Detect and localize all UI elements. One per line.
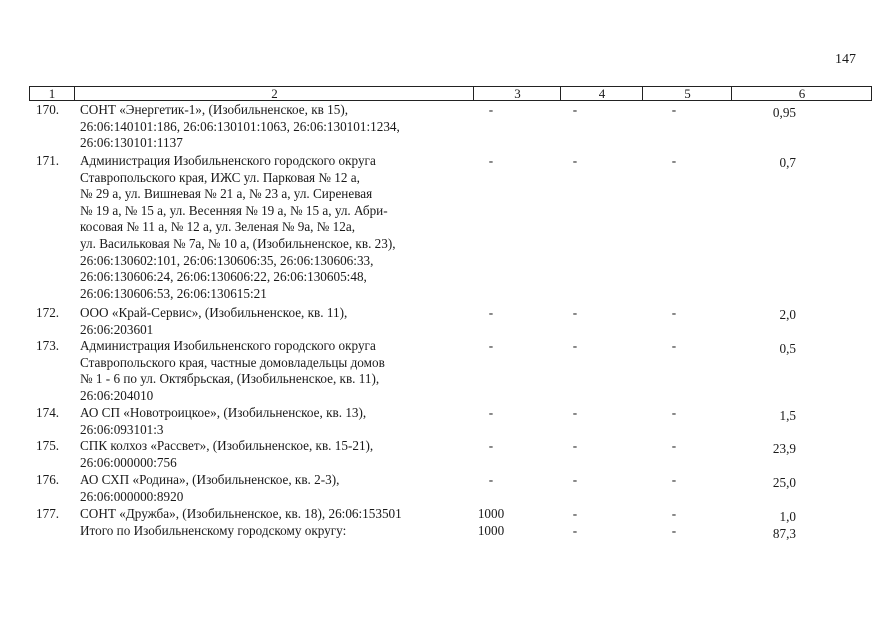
table-header xyxy=(29,86,872,101)
row-number: 173. xyxy=(36,338,60,353)
col-5-value: - xyxy=(671,153,677,168)
col-6-value: 1,5 xyxy=(779,408,796,423)
row-text-line: 26:06:140101:186, 26:06:130101:1063, 26:06:130101:1234, xyxy=(80,118,400,134)
col-3-value: - xyxy=(488,472,494,487)
row-text-line: Итого по Изобильненскому городскому округу: xyxy=(80,523,347,538)
row-text-line: 26:06:204010 xyxy=(80,387,154,403)
col-5-value: - xyxy=(671,102,677,117)
row-text-line: № 19 а, № 15 а, ул. Весенняя № 19 а, № 15 а, ул. Абри- xyxy=(80,202,388,218)
row-text-line: Ставропольского края, ИЖС ул. Парковая № 12 а, xyxy=(80,169,360,185)
row-description xyxy=(80,102,480,152)
col-5-value: - xyxy=(671,438,677,453)
row-description xyxy=(80,438,480,471)
row-text-line: 26:06:130602:101, 26:06:130606:35, 26:06:130606:33, xyxy=(80,252,374,268)
header-col-6: 6 xyxy=(731,87,872,100)
col-3-value: - xyxy=(488,102,494,117)
col-6-value: 0,7 xyxy=(779,155,796,170)
page-number: 147 xyxy=(835,52,856,67)
col-6-value: 2,0 xyxy=(779,307,796,322)
header-col-1: 1 xyxy=(48,86,56,101)
row-text-line: 26:06:000000:756 xyxy=(80,454,177,470)
row-number: 175. xyxy=(36,438,60,453)
col-6-value: 87,3 xyxy=(772,526,796,541)
header-col-3: 3 xyxy=(473,87,561,100)
row-number: 177. xyxy=(36,506,60,521)
row-text-line: АО СП «Новотроицкое», (Изобильненское, кв. 13), xyxy=(80,405,367,420)
col-5-value: - xyxy=(671,523,677,538)
row-description xyxy=(80,405,480,438)
col-4-value: - xyxy=(572,523,578,538)
col-3-value: - xyxy=(488,305,494,320)
header-col-2: 2 xyxy=(74,87,474,100)
row-text-line: Администрация Изобильненского городского округа xyxy=(80,338,376,353)
col-4-value: - xyxy=(572,102,578,117)
row-text-line: СОНТ «Энергетик-1», (Изобильненское, кв 15), xyxy=(80,102,349,117)
col-3-value: - xyxy=(488,153,494,168)
col-3-value: - xyxy=(488,405,494,420)
col-5-value: - xyxy=(671,338,677,353)
col-3-value: - xyxy=(488,438,494,453)
col-5-value: - xyxy=(671,305,677,320)
header-col-5: 5 xyxy=(642,87,732,100)
row-text-line: СОНТ «Дружба», (Изобильненское, кв. 18), 26:06:153501 xyxy=(80,506,402,521)
col-6-value: 23,9 xyxy=(772,441,796,456)
col-4-value: - xyxy=(572,338,578,353)
row-number: 176. xyxy=(36,472,60,487)
row-number: 170. xyxy=(36,102,60,117)
row-text-line: СПК колхоз «Рассвет», (Изобильненское, кв. 15-21), xyxy=(80,438,374,453)
row-text-line: ООО «Край-Сервис», (Изобильненское, кв. 11), xyxy=(80,305,348,320)
row-text-line: Администрация Изобильненского городского округа xyxy=(80,153,376,168)
row-text-line: косовая № 11 а, № 12 а, ул. Зеленая № 9а, № 12а, xyxy=(80,219,355,235)
col-4-value: - xyxy=(572,305,578,320)
row-description xyxy=(80,338,480,404)
col-6-value: 0,5 xyxy=(779,341,796,356)
row-number: 171. xyxy=(36,153,60,168)
col-6-value: 0,95 xyxy=(772,105,796,120)
row-text-line: Ставропольского края, частные домовладельцы домов xyxy=(80,354,385,370)
row-text-line: 26:06:130101:1137 xyxy=(80,135,183,151)
header-col-4: 4 xyxy=(560,87,643,100)
col-3-value: 1000 xyxy=(477,523,505,538)
row-text-line: ул. Васильковая № 7а, № 10 а, (Изобильненское, кв. 23), xyxy=(80,235,396,251)
row-text-line: № 1 - 6 по ул. Октябрьская, (Изобильненское, кв. 11), xyxy=(80,371,380,387)
col-4-value: - xyxy=(572,472,578,487)
col-5-value: - xyxy=(671,405,677,420)
col-3-value: - xyxy=(488,338,494,353)
row-description xyxy=(80,472,480,505)
row-description xyxy=(80,506,480,523)
row-description xyxy=(80,523,480,540)
row-description xyxy=(80,153,480,302)
row-text-line: АО СХП «Родина», (Изобильненское, кв. 2-3), xyxy=(80,472,340,487)
col-3-value: 1000 xyxy=(477,506,505,521)
col-5-value: - xyxy=(671,472,677,487)
row-description xyxy=(80,305,480,338)
col-4-value: - xyxy=(572,438,578,453)
row-text-line: 26:06:130606:53, 26:06:130615:21 xyxy=(80,285,267,301)
row-text-line: 26:06:093101:3 xyxy=(80,421,164,437)
col-4-value: - xyxy=(572,153,578,168)
col-5-value: - xyxy=(671,506,677,521)
col-6-value: 25,0 xyxy=(772,475,796,490)
row-text-line: 26:06:203601 xyxy=(80,321,154,337)
col-6-value: 1,0 xyxy=(779,509,796,524)
col-4-value: - xyxy=(572,405,578,420)
row-text-line: 26:06:130606:24, 26:06:130606:22, 26:06:130605:48, xyxy=(80,269,367,285)
row-number: 174. xyxy=(36,405,60,420)
row-text-line: 26:06:000000:8920 xyxy=(80,488,184,504)
row-text-line: № 29 а, ул. Вишневая № 21 а, № 23 а, ул. Сиреневая xyxy=(80,186,373,202)
col-4-value: - xyxy=(572,506,578,521)
row-number: 172. xyxy=(36,305,60,320)
